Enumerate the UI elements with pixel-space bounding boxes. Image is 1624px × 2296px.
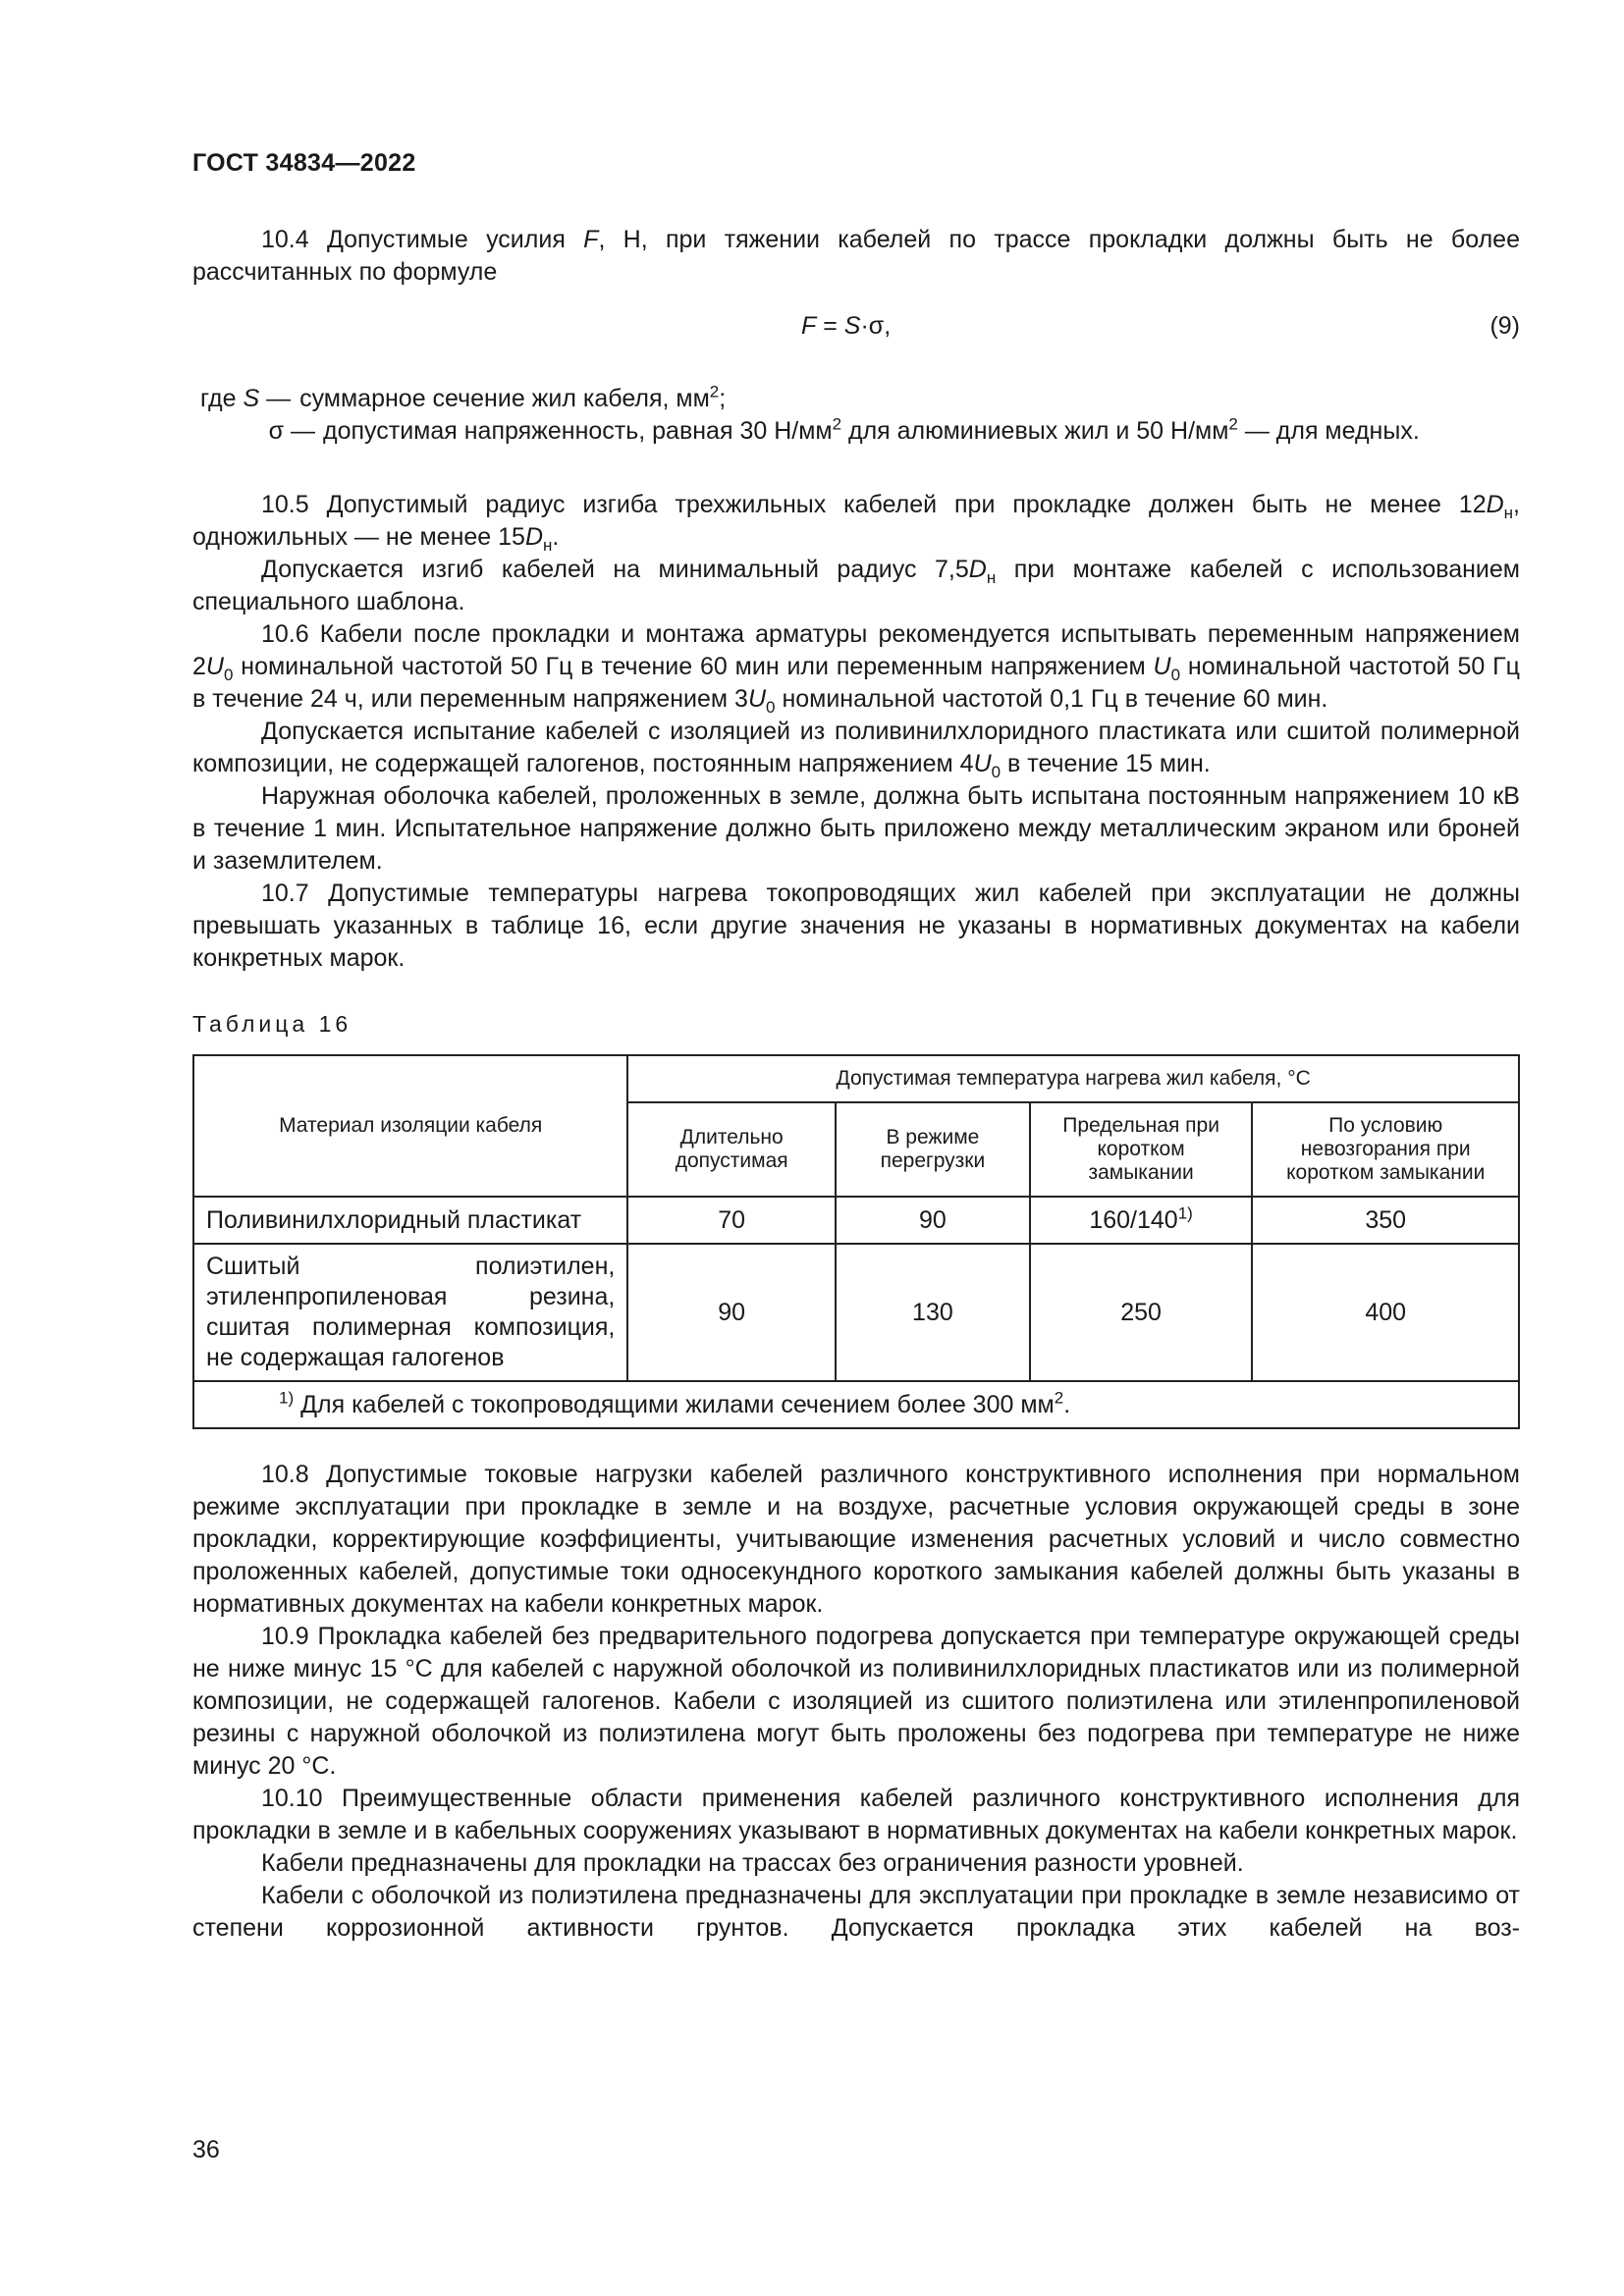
where-key: σ — — [268, 417, 315, 445]
variable-D: D — [524, 523, 544, 551]
text-span: допустимая напряженность, равная 30 Н/мм — [323, 417, 833, 445]
paragraph-10-6 — [192, 618, 1520, 716]
superscript: 2 — [1228, 414, 1238, 434]
where-row-sigma — [192, 415, 1520, 448]
text-span: 10.6 Кабели после прокладки и монтажа арматуры рекомендуется испытывать переменным напряжением 2 — [192, 620, 1520, 680]
spacer — [192, 465, 1520, 489]
text-span: суммарное сечение жил кабеля, мм — [299, 385, 710, 412]
cell-long-term: 90 — [627, 1244, 836, 1381]
subscript: 0 — [766, 698, 776, 717]
where-block — [192, 383, 1520, 448]
paragraph-10-10-levels: Кабели предназначены для прокладки на трассах без ограничения разности уровней. — [261, 1849, 1244, 1877]
table-caption: Таблица 16 — [192, 1011, 352, 1037]
paragraph-10-8: 10.8 Допустимые токовые нагрузки кабелей различного конструктивного исполнения при нормальном режиме эксплуатации при прокладке в земле и на воздухе, расчетные условия окружающей среды в зоне прокладки, корректирующие коэффициенты, учитывающие изменения расчетных условий и число совместно проложенных кабелей, допустимые токи односекундного короткого замыкания кабелей должны быть указаны в нормативных документах на кабели конкретных марок. — [192, 1461, 1520, 1618]
variable-S: S — [843, 312, 861, 340]
text-span: где — [200, 385, 244, 412]
equals-sign: = — [816, 312, 844, 340]
cell-material: Поливинилхлоридный пластикат — [193, 1197, 627, 1244]
where-key — [192, 383, 291, 415]
temperature-table — [192, 1054, 1520, 1429]
formula-number: (9) — [1489, 312, 1520, 340]
formula-expression — [801, 310, 891, 343]
text-span: 10.4 Допустимые усилия — [261, 226, 584, 253]
subscript: 0 — [1170, 666, 1181, 684]
variable-U: U — [205, 653, 224, 680]
text-span: номинальной частотой 50 Гц в течение 60 мин или переменным напряжением — [233, 653, 1154, 680]
text-span: — — [259, 385, 292, 412]
variable-D: D — [1486, 491, 1504, 518]
paragraph-10-5-bend — [192, 554, 1520, 618]
paragraph-10-6-dc-test — [192, 716, 1520, 780]
cell-overload: 90 — [836, 1197, 1030, 1244]
where-definition — [291, 383, 1520, 415]
after-table — [192, 1459, 1520, 1945]
column-header-material: Материал изоляции кабеля — [193, 1055, 627, 1197]
cell-long-term: 70 — [627, 1197, 836, 1244]
paragraph-10-6-sheath-test: Наружная оболочка кабелей, проложенных в земле, должна быть испытана постоянным напряжением 10 кВ в течение 1 мин. Испытательное напряжение должно быть приложено между металлическим экраном или броней и заземлителем. — [192, 782, 1520, 875]
table-row — [193, 1244, 1519, 1381]
text-span: — для медных. — [1237, 417, 1420, 445]
subscript: 0 — [223, 666, 234, 684]
column-header-short-circuit: Предельная при коротком замыкании — [1030, 1102, 1253, 1197]
cell-material: Сшитый полиэтилен, этиленпропиленовая резина, сшитая полимерная композиция, не содержащая галогенов — [193, 1244, 627, 1381]
footnote-marker: 1) — [279, 1388, 295, 1408]
paragraph-10-4 — [192, 224, 1520, 289]
paragraph-10-5 — [192, 489, 1520, 554]
paragraph-10-10-polyethylene: Кабели с оболочкой из полиэтилена предназначены для эксплуатации при прокладке в земле независимо от степени коррозионной активности грунтов. Допускается прокладка этих кабелей на воз- — [192, 1882, 1520, 1942]
text-span: ; — [719, 385, 727, 412]
text-span: Допускается испытание кабелей с изоляцией из поливинилхлоридного пластиката или сшитой полимерной композиции, не содержащей галогенов, постоянным напряжением 4 — [192, 718, 1520, 777]
paragraph-10-10: 10.10 Преимущественные области применения кабелей различного конструктивного исполнения для прокладки в земле и в кабельных сооружениях указывают в нормативных документах на кабели конкретных марок. — [192, 1785, 1520, 1844]
table-header-row — [193, 1055, 1519, 1102]
cell-short-circuit: 250 — [1030, 1244, 1253, 1381]
table-row — [193, 1197, 1519, 1244]
text-span: . — [552, 523, 560, 551]
where-row-S — [192, 383, 1520, 415]
text-span: . — [1063, 1390, 1071, 1418]
superscript: 2 — [709, 382, 720, 401]
variable-F: F — [801, 312, 817, 340]
superscript: 2 — [1054, 1388, 1064, 1408]
text-span: при монтаже кабелей с использованием специального шаблона. — [192, 556, 1520, 615]
document-body — [192, 224, 1520, 1945]
text-span: Допускается изгиб кабелей на минимальный радиус 7,5 — [261, 556, 969, 583]
subscript: н — [543, 536, 553, 555]
text-span: 160/140 — [1089, 1205, 1178, 1234]
superscript: 2 — [832, 414, 842, 434]
variable-U: U — [747, 685, 767, 713]
cell-non-ignition: 350 — [1252, 1197, 1519, 1244]
column-header-non-ignition: По условию невозгорания при коротком замыкании — [1252, 1102, 1519, 1197]
text-span: номинальной частотой 0,1 Гц в течение 60 мин. — [775, 685, 1328, 713]
formula-tail: ·σ, — [860, 312, 892, 340]
paragraph-10-9: 10.9 Прокладка кабелей без предварительного подогрева допускается при температуре окружающей среды не ниже минус 15 °С для кабелей с наружной оболочкой из поливинилхлоридных пластикатов или из полимерной композиции, не содержащей галогенов. Кабели с изоляцией из сшитого полиэтилена или этиленпропиленовой резины с наружной оболочкой из полиэтилена могут быть проложены без подогрева при температуре не ниже минус 20 °С. — [192, 1623, 1520, 1780]
variable-U: U — [1153, 653, 1171, 680]
cell-short-circuit — [1030, 1197, 1253, 1244]
table-footnote — [193, 1381, 1519, 1428]
cell-overload: 130 — [836, 1244, 1030, 1381]
subscript: н — [1503, 504, 1514, 522]
text-span: в течение 15 мин. — [1001, 750, 1211, 777]
paragraph-10-7: 10.7 Допустимые температуры нагрева токопроводящих жил кабелей при эксплуатации не должны превышать указанных в таблице 16, если другие значения не указаны в нормативных документах на кабели конкретных марок. — [192, 880, 1520, 972]
subscript: 0 — [991, 763, 1001, 781]
column-header-long-term: Длительно допустимая — [627, 1102, 836, 1197]
where-definition — [315, 415, 1520, 448]
document-header: ГОСТ 34834—2022 — [192, 149, 416, 177]
variable-F: F — [583, 226, 599, 253]
subscript: н — [986, 568, 997, 587]
variable-S: S — [243, 385, 260, 412]
column-header-overload: В режиме перегрузки — [836, 1102, 1030, 1197]
formula-9 — [192, 310, 1520, 349]
text-span: номинальной частотой 50 Гц в течение 24 ч, или переменным напряжением 3 — [192, 653, 1520, 713]
text-span: , одножильных — не менее 15 — [192, 491, 1520, 551]
table-note-row — [193, 1381, 1519, 1428]
text-span: для алюминиевых жил и 50 Н/мм — [841, 417, 1229, 445]
text-span: 10.5 Допустимый радиус изгиба трехжильных кабелей при прокладке должен быть не менее 12 — [261, 491, 1487, 518]
page-number: 36 — [192, 2136, 220, 2163]
cell-non-ignition: 400 — [1252, 1244, 1519, 1381]
group-header-temperature: Допустимая температура нагрева жил кабеля, °С — [627, 1055, 1519, 1102]
variable-U: U — [973, 750, 992, 777]
text-span: , Н, при тяжении кабелей по трассе прокладки должны быть не более рассчитанных по формуле — [192, 226, 1520, 286]
variable-D: D — [968, 556, 987, 583]
footnote-marker: 1) — [1177, 1203, 1193, 1223]
text-span: Для кабелей с токопроводящими жилами сечением более 300 мм — [294, 1390, 1055, 1418]
